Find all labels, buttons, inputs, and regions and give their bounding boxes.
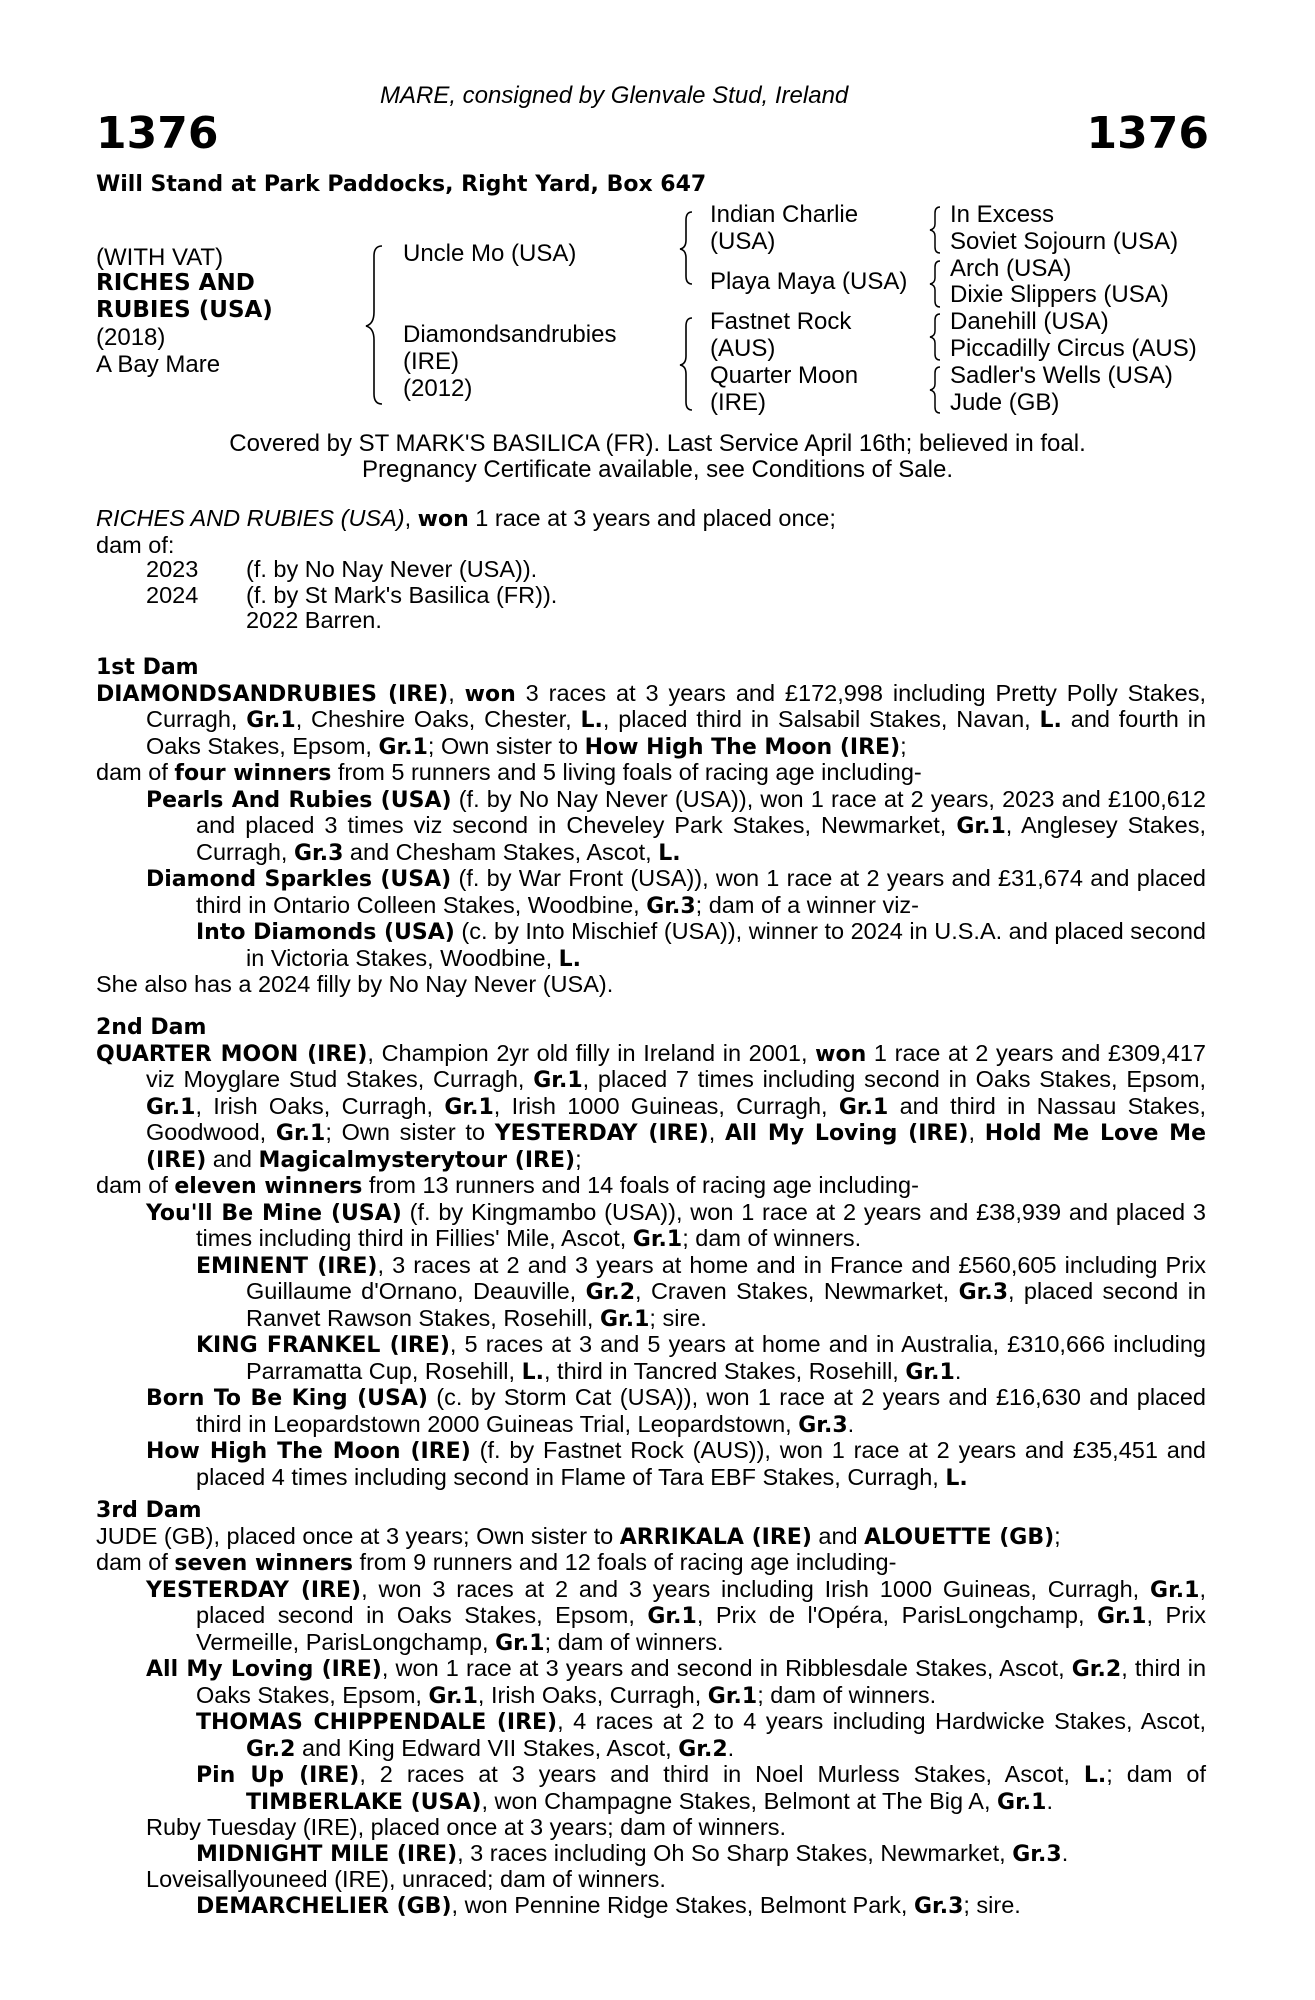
first-dam-note: She also has a 2024 filly by No Nay Never (USA). (96, 971, 614, 997)
pedigree-ds-line2: (AUS) (710, 335, 776, 362)
consignment-line: MARE, consigned by Glenvale Stud, Ireland (380, 82, 849, 109)
produce-table (146, 557, 557, 634)
second-dam-foal: How High The Moon (IRE) (f. by Fastnet Rock (AUS)), won 1 race at 2 years and £35,451 and placed 4 times including second in Flame of Tara EBF Stakes, Curragh, L. (146, 1437, 1206, 1491)
horse-name-line2: RUBIES (USA) (96, 297, 273, 323)
third-dam-paragraph: JUDE (GB), placed once at 3 years; Own sister to ARRIKALA (IRE) and ALOUETTE (GB); (96, 1522, 1061, 1550)
stand-location: Will Stand at Park Paddocks, Right Yard, Box 647 (96, 172, 707, 197)
second-dam-section (96, 1015, 1206, 1491)
pedigree-ds-line1: Fastnet Rock (710, 308, 852, 335)
pedigree-brace-ds (925, 311, 945, 363)
second-dam-heading: 2nd Dam (96, 1015, 207, 1040)
third-dam-summary: dam of seven winners from 9 runners and 12 foals of racing age including- (96, 1549, 897, 1576)
pedigree-dd-line2: (IRE) (710, 389, 766, 416)
first-dam-grandfoal: Into Diamonds (USA) (c. by Into Mischief (USA)), winner to 2024 in U.S.A. and placed second in Victoria Stakes, Woodbine, L. (196, 918, 1206, 972)
first-dam-section (96, 655, 1206, 998)
first-dam-foal: Pearls And Rubies (USA) (f. by No Nay Never (USA)), won 1 race at 2 years, 2023 and £100,612 and placed 3 times viz second in Cheveley Park Stakes, Newmarket, Gr.1, Anglesey Stakes, Curragh, Gr.3 and Chesham Stakes, Ascot, L. (146, 785, 1206, 866)
record-rest: 1 race at 3 years and placed once; (475, 505, 836, 531)
pedigree-dsd: Piccadilly Circus (AUS) (950, 335, 1197, 362)
third-dam-grandfoal: THOMAS CHIPPENDALE (IRE), 4 races at 2 to 4 years including Hardwicke Stakes, Ascot, Gr.2 and King Edward VII Stakes, Ascot, Gr.2. (196, 1708, 1206, 1762)
second-dam-summary: dam of eleven winners from 13 runners and 14 foals of racing age including- (96, 1172, 919, 1199)
record-won: won (417, 507, 469, 532)
pedigree-sd: Playa Maya (USA) (710, 268, 908, 295)
first-dam-foal: Diamond Sparkles (USA) (f. by War Front (USA)), won 1 race at 2 years and £31,674 and placed third in Ontario Colleen Stakes, Woodbine, Gr.3; dam of a winner viz- (146, 865, 1206, 919)
first-dam-summary: dam of four winners from 5 runners and 5 living foals of racing age including- (96, 759, 922, 786)
pedigree-brace-dam (675, 314, 697, 414)
pedigree-brace-gen1 (360, 240, 390, 410)
vat-note: (WITH VAT) (96, 244, 224, 271)
second-dam-paragraph: QUARTER MOON (IRE), Champion 2yr old filly in Ireland in 2001, won 1 race at 2 years and £309,417 viz Moyglare Stud Stakes, Curragh, Gr.1, placed 7 times including second in Oaks Stakes, Epsom, Gr.1, Irish Oaks, Curragh, Gr.1, Irish 1000 Guineas, Curragh, Gr.1 and third in Nassau Stakes, Goodwood, Gr.1; Own sister to YESTERDAY (IRE), All My Loving (IRE), Hold Me Love Me (IRE) and Magicalmysterytour (IRE); (96, 1039, 1206, 1173)
pedigree-ddd: Jude (GB) (950, 389, 1060, 416)
horse-description: A Bay Mare (96, 351, 221, 378)
race-record: RICHES AND RUBIES (USA), won 1 race at 3 years and placed once; dam of: (96, 506, 1206, 558)
pedigree-ss-line2: (USA) (710, 228, 776, 255)
third-dam-section (96, 1498, 1206, 1919)
pedigree-sds: Arch (USA) (950, 255, 1072, 282)
record-horse-name: RICHES AND RUBIES (USA) (96, 505, 405, 531)
third-dam-foal: Loveisallyouneed (IRE), unraced; dam of winners. (146, 1866, 666, 1892)
covered-line2: Pregnancy Certificate available, see Conditions of Sale. (362, 456, 953, 483)
third-dam-grandfoal: MIDNIGHT MILE (IRE), 3 races including Oh So Sharp Stakes, Newmarket, Gr.3. (196, 1839, 1069, 1867)
lot-number-right: 1376 (1086, 108, 1209, 159)
pedigree-brace-sd (925, 258, 945, 310)
pedigree-brace-sire (675, 208, 697, 288)
pedigree-brace-dd (925, 364, 945, 416)
horse-year: (2018) (96, 324, 166, 351)
third-dam-foal: YESTERDAY (IRE), won 3 races at 2 and 3 years including Irish 1000 Guineas, Curragh, Gr.1, placed second in Oaks Stakes, Epsom, Gr.1, Prix de l'Opéra, ParisLongchamp, Gr.1, Prix Vermeille, ParisLongchamp, Gr.1; dam of winners. (146, 1575, 1206, 1656)
third-dam-heading: 3rd Dam (96, 1498, 202, 1523)
second-dam-grandfoal: KING FRANKEL (IRE), 5 races at 3 and 5 years at home and in Australia, £310,666 including Parramatta Cup, Rosehill, L., third in Tancred Stakes, Rosehill, Gr.1. (196, 1331, 1206, 1385)
third-dam-grandfoal: DEMARCHELIER (GB), won Pennine Ridge Stakes, Belmont Park, Gr.3; sire. (196, 1891, 1021, 1919)
lot-number-left: 1376 (96, 108, 219, 159)
pedigree-sdd: Dixie Slippers (USA) (950, 281, 1169, 308)
second-dam-grandfoal: EMINENT (IRE), 3 races at 2 and 3 years at home and in France and £560,605 including Prix Guillaume d'Ornano, Deauville, Gr.2, Craven Stakes, Newmarket, Gr.3, placed second in Ranvet Rawson Stakes, Rosehill, Gr.1; sire. (196, 1251, 1207, 1332)
third-dam-foal: Ruby Tuesday (IRE), placed once at 3 years; dam of winners. (146, 1814, 787, 1840)
pedigree-dam-line2: (IRE) (403, 348, 459, 375)
record-dam-of: dam of: (96, 531, 175, 558)
pedigree-dd-line1: Quarter Moon (710, 362, 859, 389)
produce-row: 2022 Barren. (246, 607, 382, 633)
third-dam-grandfoal: Pin Up (IRE), 2 races at 3 years and third in Noel Murless Stakes, Ascot, L.; dam of TIMBERLAKE (USA), won Champagne Stakes, Belmont at The Big A, Gr.1. (196, 1761, 1206, 1815)
first-dam-heading: 1st Dam (96, 655, 199, 680)
second-dam-foal: You'll Be Mine (USA) (f. by Kingmambo (USA)), won 1 race at 2 years and £38,939 and placed 3 times including third in Fillies' Mile, Ascot, Gr.1; dam of winners. (146, 1198, 1206, 1252)
pedigree-dds: Sadler's Wells (USA) (950, 362, 1173, 389)
pedigree-sss: In Excess (950, 201, 1055, 228)
pedigree-ssd: Soviet Sojourn (USA) (950, 228, 1179, 255)
second-dam-foal: Born To Be King (USA) (c. by Storm Cat (USA)), won 1 race at 2 years and £16,630 and placed third in Leopardstown 2000 Guineas Trial, Leopardstown, Gr.3. (146, 1384, 1207, 1438)
horse-name-line1: RICHES AND (96, 270, 255, 296)
first-dam-paragraph: DIAMONDSANDRUBIES (IRE), won 3 races at 3 years and £172,998 including Pretty Polly Stakes, Curragh, Gr.1, Cheshire Oaks, Chester, L., placed third in Salsabil Stakes, Navan, L. and fourth in Oaks Stakes, Epsom, Gr.1; Own sister to How High The Moon (IRE); (96, 679, 1206, 760)
produce-row: 2024 (f. by St Mark's Basilica (FR)). (146, 581, 558, 608)
third-dam-foal: All My Loving (IRE), won 1 race at 3 years and second in Ribblesdale Stakes, Ascot, Gr.2, third in Oaks Stakes, Epsom, Gr.1, Irish Oaks, Curragh, Gr.1; dam of winners. (146, 1655, 1207, 1709)
pedigree-brace-ss (925, 204, 945, 256)
produce-row: 2023 (f. by No Nay Never (USA)). (146, 556, 538, 582)
pedigree-dam-line3: (2012) (403, 375, 473, 402)
pedigree-ss-line1: Indian Charlie (710, 201, 859, 228)
pedigree-dam-line1: Diamondsandrubies (403, 321, 617, 348)
pedigree-sire: Uncle Mo (USA) (403, 240, 577, 267)
covered-line1: Covered by ST MARK'S BASILICA (FR). Last Service April 16th; believed in foal. (229, 430, 1086, 457)
pedigree-dss: Danehill (USA) (950, 308, 1109, 335)
